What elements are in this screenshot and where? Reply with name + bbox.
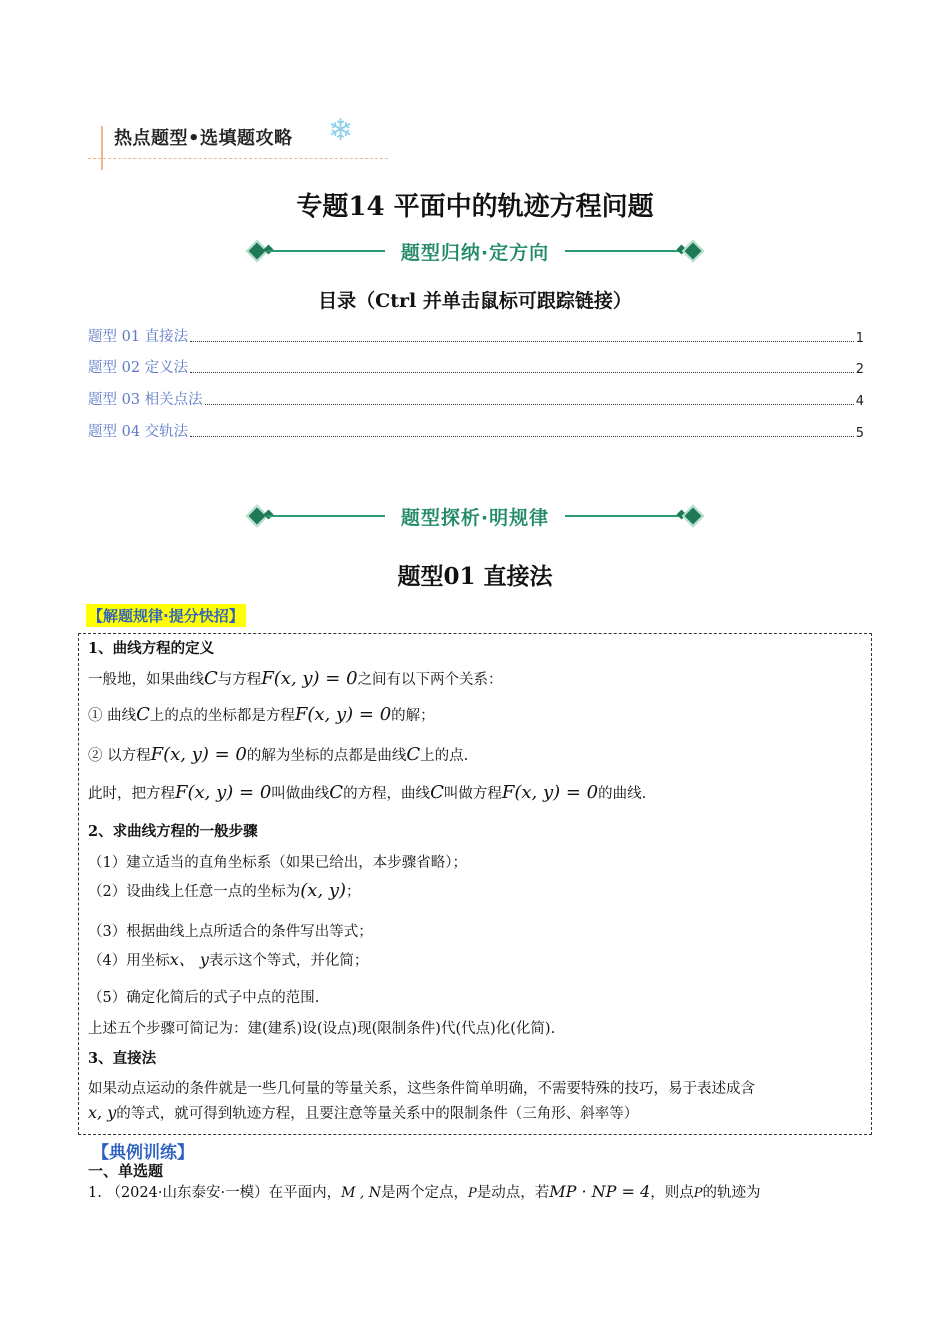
box-heading-3: 3、直接法 <box>88 1050 157 1067</box>
math-mn: M , N <box>341 1185 382 1201</box>
text: ； <box>346 884 361 900</box>
box-line-4 <box>88 782 646 803</box>
toc-link[interactable]: 题型 04 交轨法 <box>88 424 189 440</box>
text: 的等式，就可得到轨迹方程，且要注意等量关系中的限制条件（三角形、斜率等） <box>116 1106 639 1122</box>
toc-leader <box>205 404 854 405</box>
box-line-1 <box>88 668 503 689</box>
toc-item-1[interactable] <box>88 326 864 346</box>
math-xy: (x, y) <box>300 880 347 901</box>
box-heading-1: 1、曲线方程的定义 <box>88 640 215 657</box>
question-1 <box>88 1181 760 1202</box>
text: 一般地，如果曲线 <box>88 672 204 688</box>
step-4 <box>88 947 368 970</box>
text: 之间有以下两个关系： <box>357 672 503 688</box>
math-f: F(x, y) = 0 <box>150 744 247 765</box>
text: 的方程，曲线 <box>343 786 431 802</box>
math-c: C <box>430 782 444 803</box>
text: 的解为坐标的点都是曲线 <box>246 748 407 764</box>
text: 与方程 <box>217 672 262 688</box>
toc-leader <box>190 341 854 342</box>
math-x-y: x、 y <box>169 950 209 969</box>
banner-text: 题型归纳·定方向 <box>400 242 550 264</box>
toc-page: 2 <box>855 362 864 377</box>
math-c: C <box>329 782 344 803</box>
text: ② 以方程 <box>88 748 151 764</box>
direct-desc-1: 如果动点运动的条件就是一些几何量的等量关系，这些条件简单明确，不需要特殊的技巧，易于表述成含 <box>88 1081 755 1097</box>
banner-summary <box>245 236 705 266</box>
header-underline <box>88 158 388 159</box>
tips-tag: 【解题规律·提分快招】 <box>86 604 246 627</box>
banner-analysis <box>245 501 705 531</box>
snowflake-icon: ❄ <box>328 113 354 148</box>
toc-link[interactable]: 题型 03 相关点法 <box>88 392 203 408</box>
box-line-3 <box>88 744 468 765</box>
math-f: F(x, y) = 0 <box>501 782 599 803</box>
math-x-y: x, y <box>88 1103 117 1122</box>
header-tag: 热点题型•选填题攻略 <box>114 128 293 149</box>
question-number: 1. <box>88 1185 102 1201</box>
box-line-2 <box>88 704 435 725</box>
text: 的轨迹为 <box>702 1185 761 1201</box>
math-c: C <box>136 704 150 725</box>
toc-link[interactable]: 题型 01 直接法 <box>88 329 189 345</box>
toc-page: 5 <box>855 426 864 441</box>
toc-item-2[interactable] <box>88 357 864 377</box>
text: 的曲线. <box>598 786 647 802</box>
text: ① 曲线 <box>88 708 137 724</box>
math-p: P <box>693 1186 703 1201</box>
text: 是两个定点， <box>381 1185 469 1201</box>
toc-item-4[interactable] <box>88 421 864 441</box>
text: ，则点 <box>650 1185 694 1201</box>
toc-item-3[interactable] <box>88 389 864 409</box>
text: 叫做方程 <box>443 786 502 802</box>
direct-desc-2 <box>88 1102 638 1123</box>
text: 的解； <box>391 708 435 724</box>
section-title: 题型01 直接法 <box>397 563 553 590</box>
page-title: 专题14 平面中的轨迹方程问题 <box>296 192 654 222</box>
text: 此时，把方程 <box>88 786 175 802</box>
steps-summary: 上述五个步骤可简记为：建(建系)设(设点)现(限制条件)代(代点)化(化简). <box>88 1021 556 1037</box>
math-c: C <box>204 668 218 689</box>
toc-leader <box>190 436 854 437</box>
text: 上的点的坐标都是方程 <box>149 708 295 724</box>
text: 是动点，若 <box>476 1185 550 1201</box>
toc-page: 1 <box>855 331 864 346</box>
box-heading-2: 2、求曲线方程的一般步骤 <box>88 823 258 840</box>
math-p: P <box>468 1186 477 1201</box>
math-c: C <box>406 744 421 765</box>
text: （4）用坐标 <box>88 953 170 969</box>
banner-line-right <box>565 515 683 517</box>
question-source: （2024·山东泰安·一模）在平面内， <box>106 1185 342 1201</box>
text: 叫做曲线 <box>271 786 330 802</box>
math-dot-eq: MP · NP = 4 <box>549 1182 651 1201</box>
single-choice-heading: 一、单选题 <box>88 1162 164 1180</box>
banner-text: 题型探析·明规律 <box>400 507 550 529</box>
step-1: （1）建立适当的直角坐标系（如果已给出，本步骤省略）； <box>88 855 467 871</box>
text: 上的点. <box>420 748 469 764</box>
step-5: （5）确定化简后的式子中点的范围. <box>88 990 320 1006</box>
math-f: F(x, y) = 0 <box>261 668 358 689</box>
text: （2）设曲线上任意一点的坐标为 <box>88 884 301 900</box>
step-3: （3）根据曲线上点所适合的条件写出等式； <box>88 924 373 940</box>
math-f: F(x, y) = 0 <box>175 782 272 803</box>
toc-leader <box>190 372 854 373</box>
example-tag: 【典例训练】 <box>92 1143 194 1163</box>
math-f: F(x, y) = 0 <box>294 704 392 725</box>
step-2 <box>88 880 361 901</box>
banner-line-right <box>565 250 683 252</box>
toc-link[interactable]: 题型 02 定义法 <box>88 360 189 376</box>
toc-page: 4 <box>855 394 864 409</box>
header-accent-line <box>101 126 103 170</box>
toc-title: 目录（Ctrl 并单击鼠标可跟踪链接） <box>318 290 632 312</box>
text: 表示这个等式，并化简； <box>208 953 369 969</box>
